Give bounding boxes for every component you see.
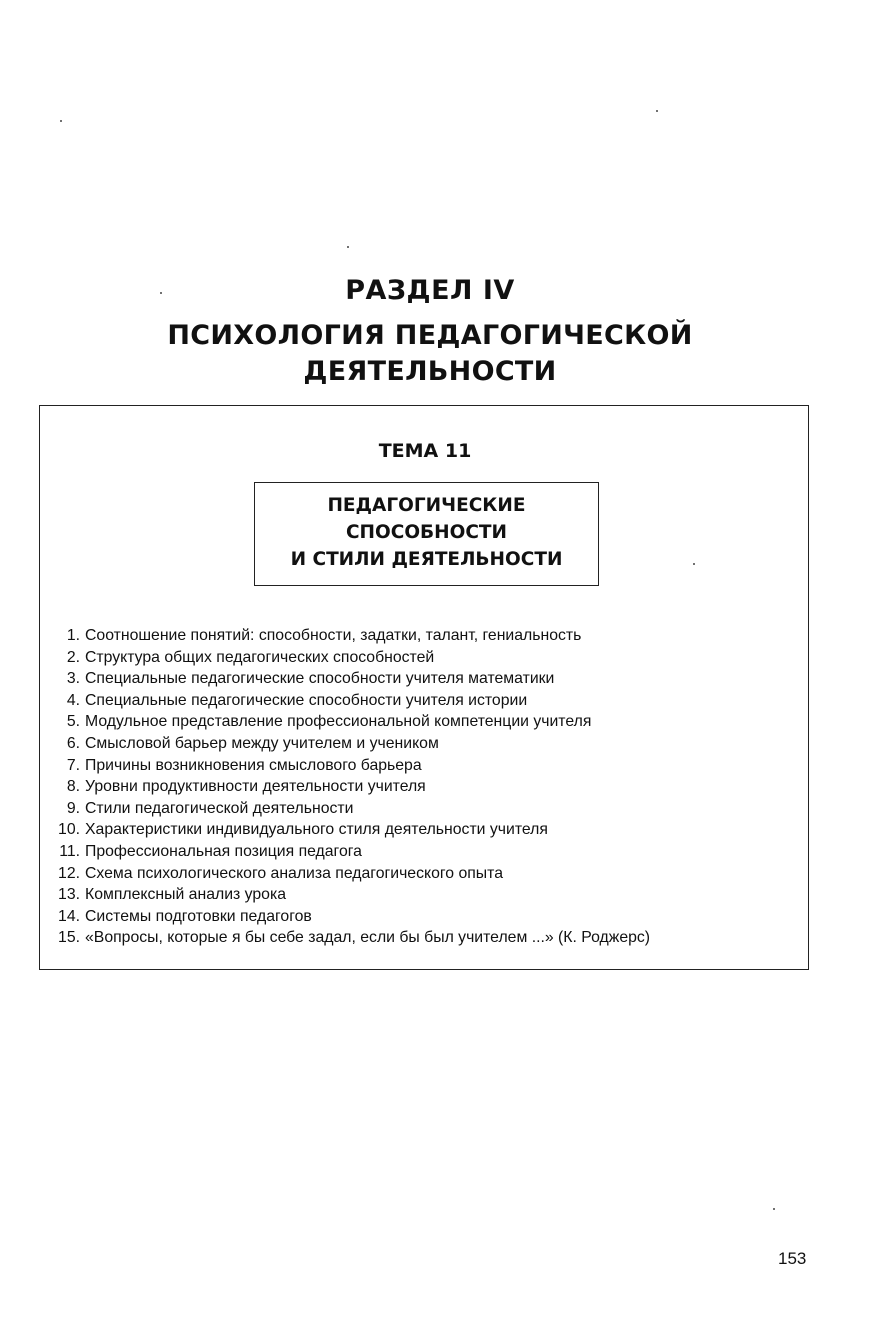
item-text: «Вопросы, которые я бы себе задал, если бы был учителем ...» (К. Роджерс) [85, 929, 651, 947]
topic-outline-list [40, 625, 650, 949]
topic-title-line: СПОСОБНОСТИ [345, 522, 508, 543]
list-item [40, 647, 650, 669]
item-number: 15. [58, 929, 80, 947]
list-item [40, 927, 650, 949]
item-text: Уровни продуктивности деятельности учителя [85, 778, 426, 796]
scan-speck [656, 110, 658, 112]
list-item [40, 798, 650, 820]
list-item [40, 863, 650, 885]
list-item [40, 819, 650, 841]
topic-title-line: ПЕДАГОГИЧЕСКИЕ [327, 495, 526, 516]
item-text: Характеристики индивидуального стиля деятельности учителя [85, 821, 548, 839]
item-text: Смысловой барьер между учителем и учеником [85, 734, 439, 752]
item-text: Соотношение понятий: способности, задатки, талант, гениальность [85, 627, 582, 644]
scan-speck [773, 1208, 775, 1210]
list-item [40, 690, 650, 712]
list-item [40, 841, 650, 863]
item-number: 9. [66, 799, 80, 817]
list-item [40, 668, 650, 690]
item-number: 6. [66, 734, 80, 752]
list-item [40, 884, 650, 906]
topic-frame [39, 405, 809, 970]
list-item [40, 755, 650, 777]
list-item [40, 711, 650, 733]
item-number: 13. [58, 886, 80, 904]
item-text: Специальные педагогические способности учителя математики [85, 670, 555, 688]
topic-title-line: И СТИЛИ ДЕЯТЕЛЬНОСТИ [290, 549, 563, 570]
section-title-line: ПСИХОЛОГИЯ ПЕДАГОГИЧЕСКОЙ [167, 320, 693, 351]
item-number: 11. [59, 842, 80, 860]
item-text: Стили педагогической деятельности [85, 799, 354, 817]
topic-label: ТЕМА 11 [378, 440, 472, 462]
item-number: 12. [58, 864, 80, 882]
list-item [40, 733, 650, 755]
item-number: 5. [66, 713, 80, 731]
item-number: 14. [58, 907, 80, 925]
item-text: Схема психологического анализа педагогического опыта [85, 864, 503, 882]
item-text: Модульное представление профессиональной компетенции учителя [85, 713, 592, 731]
item-text: Специальные педагогические способности учителя истории [85, 691, 528, 709]
section-title [0, 318, 860, 390]
item-text: Причины возникновения смыслового барьера [85, 756, 422, 774]
topic-title-box [254, 482, 599, 586]
page-number: 153 [778, 1249, 807, 1268]
item-number: 2. [66, 648, 80, 666]
list-item [40, 906, 650, 928]
item-number: 4. [66, 691, 80, 709]
scan-speck [60, 120, 62, 122]
section-label: РАЗДЕЛ IV [345, 275, 515, 306]
list-item [40, 625, 650, 647]
item-number: 10. [58, 821, 80, 839]
item-number: 1. [66, 627, 80, 644]
section-title-line: ДЕЯТЕЛЬНОСТИ [303, 356, 557, 387]
item-number: 8. [66, 778, 80, 796]
item-text: Профессиональная позиция педагога [85, 842, 362, 860]
item-text: Структура общих педагогических способностей [85, 648, 435, 666]
item-text: Системы подготовки педагогов [85, 907, 312, 925]
list-item [40, 776, 650, 798]
item-number: 3. [66, 670, 80, 688]
scan-speck [347, 246, 349, 248]
item-text: Комплексный анализ урока [85, 886, 286, 904]
item-number: 7. [66, 756, 80, 774]
